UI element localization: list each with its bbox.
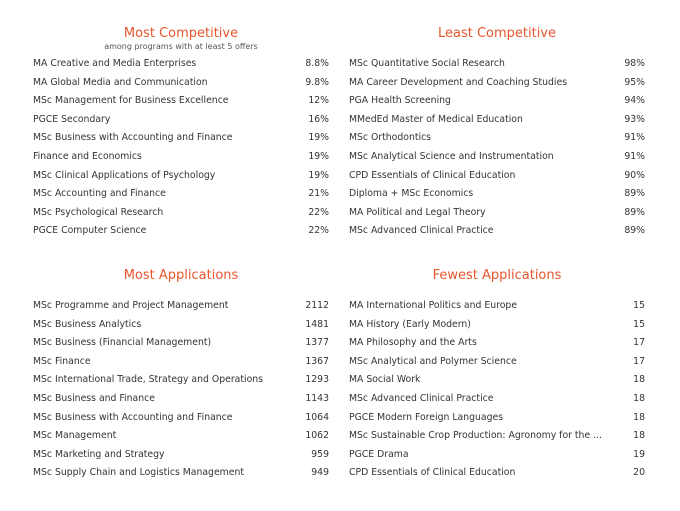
program-value: 1062 <box>305 430 329 442</box>
most-competitive-list <box>33 55 329 241</box>
program-value: 18 <box>633 430 645 442</box>
list-item <box>33 334 329 353</box>
list-item <box>33 353 329 372</box>
program-name: MA International Politics and Europe <box>349 300 518 311</box>
list-item <box>33 464 329 483</box>
least-competitive-list <box>349 55 645 241</box>
program-value: 91% <box>624 150 645 162</box>
list-item <box>33 185 329 204</box>
program-name: PGCE Drama <box>349 448 409 460</box>
program-value: 91% <box>624 132 645 144</box>
most-competitive-title: Most Competitive <box>123 26 239 41</box>
program-name: MA History (Early Modern) <box>349 318 471 330</box>
program-name: Diploma + MSc Economics <box>349 188 474 200</box>
program-value: 20 <box>633 467 645 479</box>
program-value: 8.8% <box>305 58 329 69</box>
program-name: MSc Clinical Applications of Psychology <box>33 169 216 181</box>
list-item <box>349 409 645 428</box>
most-competitive-panel <box>33 26 329 237</box>
program-value: 19% <box>308 169 329 181</box>
list-item <box>33 390 329 409</box>
list-item <box>33 409 329 428</box>
list-item <box>349 185 645 204</box>
program-name: PGA Health Screening <box>349 95 451 107</box>
program-name: MA Political and Legal Theory <box>349 206 486 218</box>
list-item <box>349 204 645 223</box>
program-name: Finance and Economics <box>33 150 142 162</box>
program-value: 90% <box>624 169 645 181</box>
program-value: 12% <box>308 95 329 107</box>
list-item <box>33 92 329 111</box>
program-name: MSc Management for Business Excellence <box>33 95 229 107</box>
program-name: MSc Accounting and Finance <box>33 188 166 200</box>
program-value: 17 <box>633 355 645 367</box>
list-item <box>33 446 329 465</box>
program-value: 21% <box>308 188 329 200</box>
program-name: MA Creative and Media Enterprises <box>33 58 197 69</box>
list-item <box>349 371 645 390</box>
program-value: 19% <box>308 150 329 162</box>
list-item <box>33 74 329 93</box>
program-name: MSc Marketing and Strategy <box>33 448 165 460</box>
list-item <box>33 167 329 186</box>
program-value: 22% <box>308 225 329 237</box>
program-value: 1143 <box>305 392 329 404</box>
list-item <box>349 92 645 111</box>
program-name: CPD Essentials of Clinical Education <box>349 467 516 479</box>
program-name: MSc Finance <box>33 355 91 367</box>
program-name: MSc Business with Accounting and Finance <box>33 411 233 423</box>
list-item <box>33 427 329 446</box>
program-name: PGCE Computer Science <box>33 225 147 237</box>
program-value: 89% <box>624 225 645 237</box>
program-value: 94% <box>624 95 645 107</box>
program-value: 19 <box>633 448 645 460</box>
list-item <box>349 74 645 93</box>
program-name: MSc Business with Accounting and Finance <box>33 132 233 144</box>
fewest-applications-panel <box>349 268 645 479</box>
program-value: 1293 <box>305 374 329 386</box>
list-item <box>349 353 645 372</box>
program-value: 18 <box>633 374 645 386</box>
program-name: MSc Advanced Clinical Practice <box>349 225 494 237</box>
list-item <box>349 222 645 241</box>
program-name: MSc Business and Finance <box>33 392 155 404</box>
program-name: MSc Sustainable Crop Production: Agronomy for the ... <box>349 430 602 442</box>
program-value: 89% <box>624 206 645 218</box>
most-applications-title: Most Applications <box>123 268 239 283</box>
list-item <box>33 297 329 316</box>
program-name: MA Career Development and Coaching Studies <box>349 76 568 88</box>
program-value: 22% <box>308 206 329 218</box>
list-item <box>33 371 329 390</box>
program-value: 1367 <box>305 355 329 367</box>
list-item <box>33 148 329 167</box>
fewest-applications-list <box>349 297 645 483</box>
list-item <box>33 204 329 223</box>
program-value: 16% <box>308 113 329 125</box>
program-name: MSc International Trade, Strategy and Operations <box>33 374 263 386</box>
program-name: CPD Essentials of Clinical Education <box>349 169 516 181</box>
most-applications-list <box>33 297 329 483</box>
list-item <box>349 427 645 446</box>
list-item <box>349 316 645 335</box>
program-value: 18 <box>633 411 645 423</box>
program-value: 15 <box>633 300 645 311</box>
list-item <box>349 297 645 316</box>
program-value: 959 <box>311 448 329 460</box>
list-item <box>33 222 329 241</box>
program-value: 949 <box>311 467 329 479</box>
program-value: 17 <box>633 337 645 349</box>
program-value: 89% <box>624 188 645 200</box>
program-name: MMedEd Master of Medical Education <box>349 113 523 125</box>
program-name: MSc Analytical and Polymer Science <box>349 355 517 367</box>
program-name: MSc Supply Chain and Logistics Management <box>33 467 244 479</box>
program-value: 19% <box>308 132 329 144</box>
program-name: PGCE Secondary <box>33 113 111 125</box>
program-name: MSc Analytical Science and Instrumentation <box>349 150 554 162</box>
list-item <box>349 129 645 148</box>
program-value: 1064 <box>305 411 329 423</box>
fewest-applications-title: Fewest Applications <box>432 268 562 283</box>
program-value: 98% <box>624 58 645 69</box>
list-item <box>349 55 645 74</box>
list-item <box>349 390 645 409</box>
program-name: MSc Orthodontics <box>349 132 432 144</box>
list-item <box>33 55 329 74</box>
most-applications-panel <box>33 268 329 479</box>
list-item <box>349 464 645 483</box>
program-value: 93% <box>624 113 645 125</box>
least-competitive-panel <box>349 26 645 237</box>
list-item <box>349 148 645 167</box>
least-competitive-title: Least Competitive <box>437 26 557 41</box>
program-name: MSc Psychological Research <box>33 206 164 218</box>
list-item <box>349 334 645 353</box>
program-name: MA Global Media and Communication <box>33 76 208 88</box>
program-value: 2112 <box>305 300 329 311</box>
program-name: PGCE Modern Foreign Languages <box>349 411 504 423</box>
program-value: 95% <box>624 76 645 88</box>
program-name: MA Social Work <box>349 374 421 386</box>
program-name: MSc Management <box>33 430 117 442</box>
program-name: MSc Business Analytics <box>33 318 142 330</box>
program-value: 1481 <box>305 318 329 330</box>
program-name: MSc Programme and Project Management <box>33 300 229 311</box>
program-name: MSc Business (Financial Management) <box>33 337 212 349</box>
program-name: MA Philosophy and the Arts <box>349 337 477 349</box>
list-item <box>33 316 329 335</box>
list-item <box>349 167 645 186</box>
list-item <box>33 111 329 130</box>
program-name: MSc Quantitative Social Research <box>349 58 505 69</box>
most-competitive-subtitle: among programs with at least 5 offers <box>104 42 258 51</box>
program-value: 15 <box>633 318 645 330</box>
program-value: 18 <box>633 392 645 404</box>
list-item <box>349 111 645 130</box>
program-value: 1377 <box>305 337 329 349</box>
program-name: MSc Advanced Clinical Practice <box>349 392 494 404</box>
list-item <box>33 129 329 148</box>
program-value: 9.8% <box>305 76 329 88</box>
list-item <box>349 446 645 465</box>
